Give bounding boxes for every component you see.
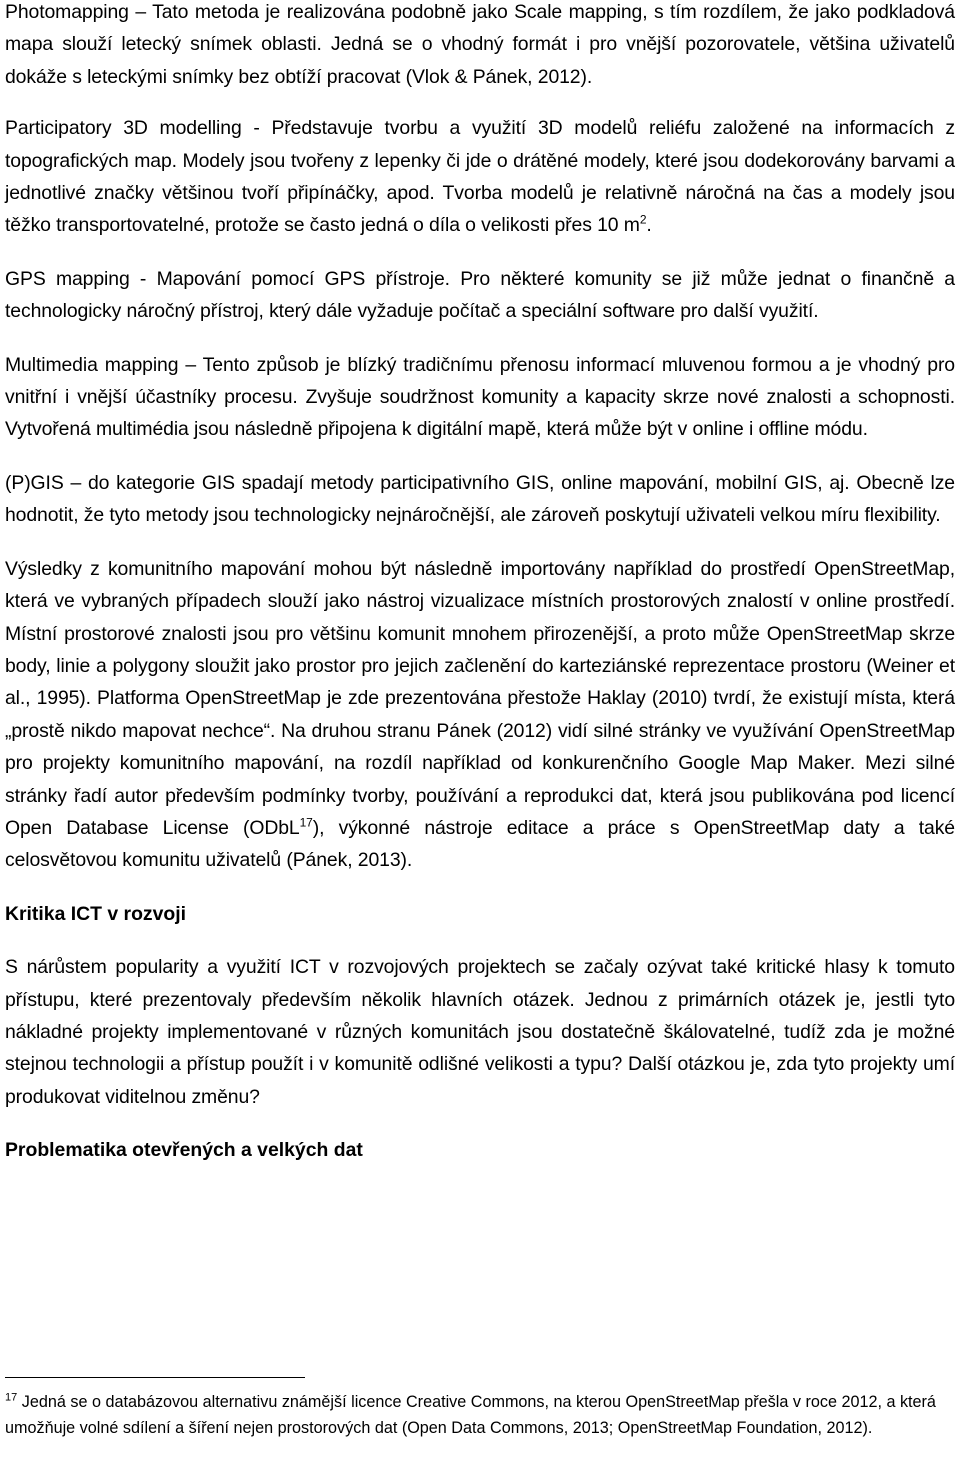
footnote-separator	[5, 1377, 305, 1378]
footnote-text: Jedná se o databázovou alternativu známější licence Creative Commons, na kterou OpenStreetMap přešla v roce 2012, a která umožňuje volné sdílení a šíření nejen prostorových dat (Open Data Commons, 2013; OpenStreetMap Foundation, 2012).	[5, 1393, 936, 1437]
paragraph-vysledky	[5, 553, 955, 877]
paragraph-vysledky-end: ), výkonné nástroje editace a práce s OpenStreetMap daty a také celosvětovou komunitu uživatelů (Pánek, 2013).	[5, 816, 955, 872]
paragraph-multimedia-mapping: Multimedia mapping – Tento způsob je blízký tradičnímu přenosu informací mluvenou formou a je vhodný pro vnitřní i vnější účastníky procesu. Zvyšuje soudržnost komunity a kapacity skrze nové znalosti a schopnosti. Vytvořená multimédia jsou následně připojena k digitální mapě, která může být v online i offline módu.	[5, 353, 955, 441]
paragraph-gps-mapping: GPS mapping - Mapování pomocí GPS přístroje. Pro některé komunity se již může jednat o finančně a technologicky náročný přístroj, který dále vyžaduje počítač a speciální software pro další využití.	[5, 267, 955, 323]
footnote-reference-17[interactable]: 17	[299, 815, 313, 830]
footnote-17	[5, 1390, 955, 1441]
paragraph-participatory-text: Participatory 3D modelling - Představuje tvorbu a využití 3D modelů reliéfu založené na informacích z topografických map. Modely jsou tvořeny z lepenky či jde o drátěné modely, které jsou dodekorovány barvami a jednotlivé značky většinou tvoří připínáčky, apod. Tvorba modelů je relativně náročná na čas a modely jsou těžko transportovatelné, protože se často jedná o díla o velikosti přes 10 m	[5, 117, 955, 237]
superscript-squared: 2	[639, 212, 647, 227]
footnote-number: 17	[5, 1391, 18, 1404]
paragraph-participatory-3d	[5, 112, 955, 242]
paragraph-participatory-end: .	[646, 214, 652, 237]
heading-kritika-ict: Kritika ICT v rozvoji	[5, 902, 187, 925]
paragraph-kritika: S nárůstem popularity a využití ICT v rozvojových projektech se začaly ozývat také kritické hlasy k tomuto přístupu, které prezentovaly především několik hlavních otázek. Jednou z primárních otázek je, jestli tyto nákladné projekty implementované v různých komunitách jsou dostatečně škálovatelné, tudíž zda je možné stejnou technologii a přístup použít i v komunitě odlišné velikosti a typu? Další otázkou je, zda tyto projekty umí produkovat viditelnou změnu?	[5, 956, 955, 1108]
paragraph-pgis: (P)GIS – do kategorie GIS spadají metody participativního GIS, online mapování, mobilní GIS, aj. Obecně lze hodnotit, že tyto metody jsou technologicky nejnáročnější, ale zároveň poskytují uživateli velkou míru flexibility.	[5, 471, 955, 527]
paragraph-photomapping: Photomapping – Tato metoda je realizována podobně jako Scale mapping, s tím rozdílem, že jako podkladová mapa slouží letecký snímek oblasti. Jedná se o vhodný formát i pro vnější pozorovatele, většina uživatelů dokáže s leteckými snímky bez obtíží pracovat (Vlok & Pánek, 2012).	[5, 1, 955, 88]
document-page	[5, 0, 955, 1167]
paragraph-vysledky-text: Výsledky z komunitního mapování mohou být následně importovány například do prostředí OpenStreetMap, která ve vybraných případech slouží jako nástroj vizualizace místních prostorových znalostí v online prostředí. Místní prostorové znalosti jsou pro většinu komunit mnohem přirozenější, a proto může OpenStreetMap skrze body, linie a polygony sloužit jako prostor pro jejich začlenění do karteziánské reprezentace prostoru (Weiner et al., 1995). Platforma OpenStreetMap je zde prezentována přestože Haklay (2010) tvrdí, že existují místa, která „prostě nikdo mapovat nechce“. Na druhou stranu Pánek (2012) vidí silné stránky ve využívání OpenStreetMap pro projekty komunitního mapování, na rozdíl například od konkurenčního Google Map Maker. Mezi silné stránky řadí autor především podmínky tvorby, používání a reprodukci dat, která jsou publikována pod licencí Open Database License (ODbL	[5, 557, 955, 839]
heading-problematika-dat: Problematika otevřených a velkých dat	[5, 1139, 363, 1162]
